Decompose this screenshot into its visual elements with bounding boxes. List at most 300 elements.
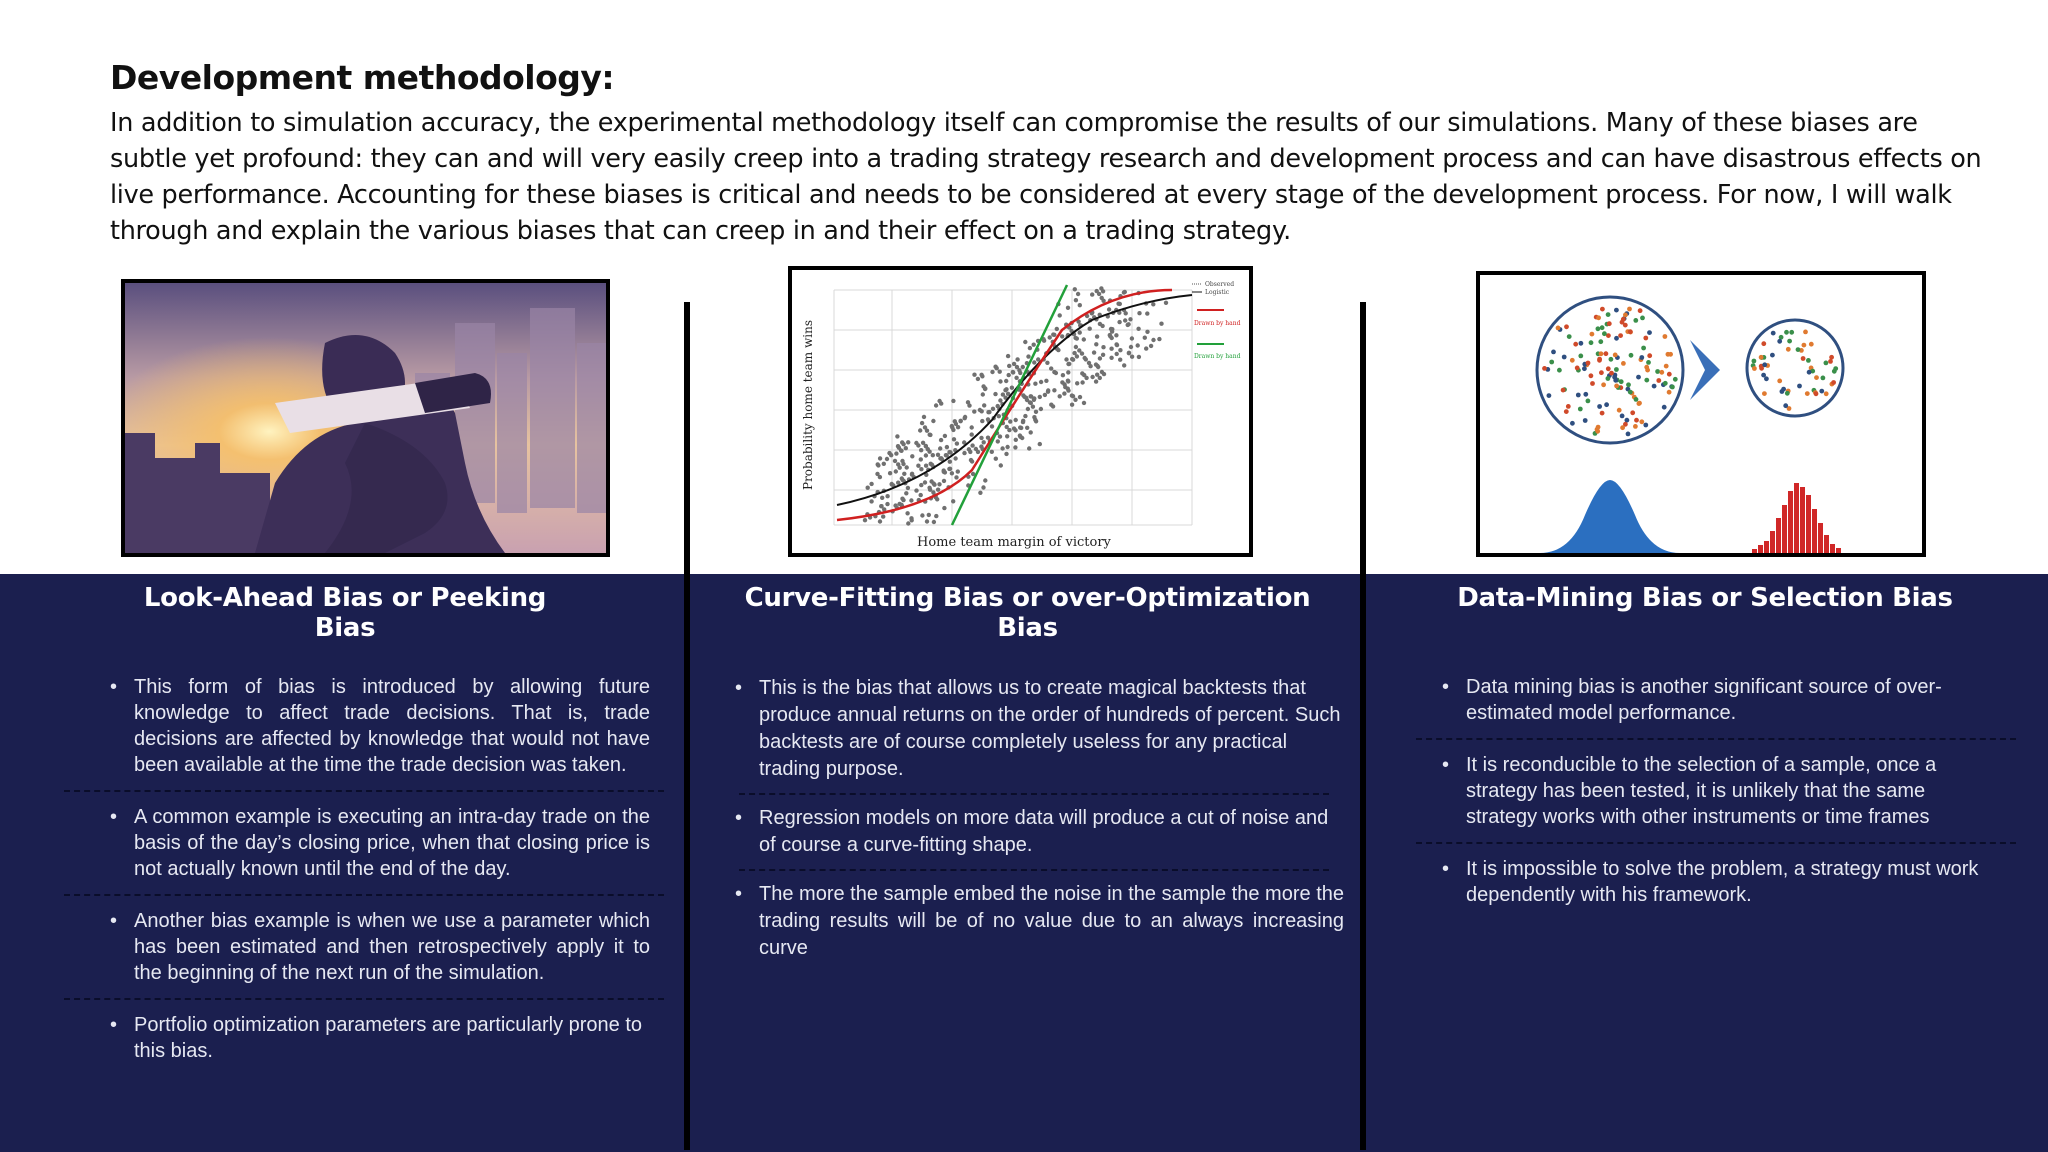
scatter-point [1007,364,1011,368]
list-item: • This form of bias is introduced by allowing future knowledge to affect trade decisions. That is, trade decisions are affected by knowledge that would not have been available at the time the trade decision was taken. [104,674,650,778]
scatter-point [1071,358,1075,362]
scatter-point [1026,407,1030,411]
histogram-bar [1836,548,1841,553]
scatter-point [880,496,884,500]
scatter-point [972,373,976,377]
histogram-bar [1782,505,1787,553]
scatter-point [1073,398,1077,402]
scatter-point [1136,343,1140,347]
scatter-point [1011,370,1015,374]
sample-dot [1578,407,1583,412]
scatter-point [934,514,938,518]
scatter-point [1078,303,1082,307]
sample-dot [1606,312,1611,317]
sample-dot [1801,356,1806,361]
scatter-point [1004,379,1008,383]
scatter-point [1056,348,1060,352]
scatter-point [1062,382,1066,386]
scatter-point [998,370,1002,374]
scatter-point [962,451,966,455]
scatter-point [944,453,948,457]
sample-dot [1640,316,1645,321]
scatter-point [1122,363,1126,367]
scatter-point [1042,339,1046,343]
scatter-point [1006,354,1010,358]
sample-dot [1643,423,1648,428]
scatter-point [1060,334,1064,338]
scatter-point [1109,347,1113,351]
scatter-point [902,472,906,476]
scatter-point [955,441,959,445]
scatter-point [898,466,902,470]
sample-dot [1625,418,1630,423]
sample-dot [1575,366,1580,371]
scatter-point [1078,330,1082,334]
sample-dot [1643,336,1648,341]
sample-dot [1771,331,1776,336]
scatter-point [931,453,935,457]
scatter-point [1157,337,1161,341]
sample-dot [1828,359,1833,364]
histogram-bar [1800,487,1805,553]
scatter-point [939,438,943,442]
scatter-point [1052,388,1056,392]
scatter-point [905,511,909,515]
scatter-point [906,486,910,490]
sample-dot [1824,361,1829,366]
scatter-point [899,449,903,453]
scatter-point [927,513,931,517]
scatter-point [1100,324,1104,328]
scatter-point [990,450,994,454]
curve-fitting-chart-image [788,266,1253,557]
scatter-point [1099,286,1103,290]
sample-dot [1638,308,1643,313]
scatter-point [928,433,932,437]
scatter-point [909,498,913,502]
scatter-point [910,454,914,458]
scatter-point [1010,386,1014,390]
sample-dot [1803,330,1808,335]
heading-curve-fitting-bias: Curve-Fitting Bias or over-Optimization Bias [744,583,1311,643]
scatter-point [923,480,927,484]
scatter-point [994,457,998,461]
scatter-point [1073,336,1077,340]
sample-dot [1829,355,1834,360]
scatter-point [996,404,1000,408]
scatter-point [1095,289,1099,293]
sample-dot [1796,347,1801,352]
scatter-point [981,485,985,489]
scatter-point [895,434,899,438]
scatter-point [996,439,1000,443]
scatter-point [887,451,891,455]
scatter-point [894,451,898,455]
scatter-point [1109,356,1113,360]
scatter-point [990,424,994,428]
sample-dot [1583,392,1588,397]
scatter-point [1044,379,1048,383]
scatter-point [939,401,943,405]
scatter-point [1109,327,1113,331]
list-item: • Portfolio optimization parameters are particularly prone to this bias. [104,1012,650,1064]
scatter-point [1007,373,1011,377]
scatter-point [999,463,1003,467]
sample-dot [1599,370,1604,375]
sample-dot [1561,388,1566,393]
scatter-point [900,459,904,463]
scatter-point [1029,430,1033,434]
sample-dot [1641,346,1646,351]
scatter-point [979,444,983,448]
scatter-point [904,446,908,450]
scatter-point [1067,362,1071,366]
scatter-point [938,446,942,450]
scatter-point [1143,336,1147,340]
sample-dot [1805,391,1810,396]
sample-dot [1647,353,1652,358]
sample-dot [1637,401,1642,406]
sample-dot [1582,366,1587,371]
sample-dot [1634,418,1639,423]
histogram-bar [1812,509,1817,553]
scatter-point [1074,298,1078,302]
scatter-point [900,497,904,501]
scatter-point [1074,345,1078,349]
scatter-point [950,471,954,475]
sample-dot [1644,378,1649,383]
scatter-point [1026,354,1030,358]
scatter-point [972,409,976,413]
scatter-point [922,415,926,419]
sample-dot [1562,355,1567,360]
scatter-point [1014,376,1018,380]
scatter-point [932,520,936,524]
legend-observed: Observed [1205,281,1235,288]
scatter-point [945,445,949,449]
heading-data-mining-bias: Data-Mining Bias or Selection Bias [1457,583,1953,613]
scatter-point [936,488,940,492]
scatter-point [976,450,980,454]
sample-dot [1668,352,1673,357]
scatter-point [1007,428,1011,432]
scatter-point [1110,336,1114,340]
scatter-point [1116,302,1120,306]
sample-dot [1596,326,1601,331]
sample-dot [1589,373,1594,378]
sample-dot [1783,403,1788,408]
sample-dot [1600,307,1605,312]
scatter-point [1075,381,1079,385]
scatter-point [1078,395,1082,399]
sample-dot [1814,375,1819,380]
sample-dot [1821,376,1826,381]
scatter-point [986,410,990,414]
sample-dot [1777,339,1782,344]
scatter-point [981,392,985,396]
sample-dot [1578,354,1583,359]
sample-dot [1634,397,1639,402]
scatter-point [936,453,940,457]
scatter-point [970,425,974,429]
scatter-point [1123,318,1127,322]
scatter-point [978,491,982,495]
scatter-point [953,419,957,423]
sample-dot [1626,432,1631,437]
scatter-point [1021,393,1025,397]
sample-dot [1786,347,1791,352]
scatter-point [924,453,928,457]
scatter-point [1033,418,1037,422]
sample-dot [1667,390,1672,395]
data-mining-bullet-list [1436,674,1996,908]
sample-dot [1797,384,1802,389]
sample-dot [1761,341,1766,346]
scatter-point [885,457,889,461]
scatter-point [954,475,958,479]
scatter-point [1018,433,1022,437]
scatter-point [919,448,923,452]
scatter-point [947,467,951,471]
intro-paragraph: In addition to simulation accuracy, the experimental methodology itself can compromise the results of our simulations. Many of these biases are subtle yet profound: they can and will very easily creep into a trading strategy research and development process and can have disastrous effects on live performance. Accounting for these biases is critical and needs to be considered at every stage of the development process. For now, I will walk through and explain the various biases that can creep in and their effect on a trading strategy. [110,108,1982,246]
scatter-point [993,392,997,396]
chart-x-axis-label: Home team margin of victory [917,535,1111,550]
scatter-point [878,475,882,479]
scatter-point [1145,311,1149,315]
scatter-point [963,415,967,419]
sample-dot [1663,381,1668,386]
scatter-point [919,467,923,471]
scatter-point [1025,426,1029,430]
scatter-point [918,428,922,432]
sample-dot [1646,360,1651,365]
scatter-point [910,518,914,522]
scatter-point [1124,311,1128,315]
bullet-divider [64,894,664,896]
scatter-point [893,459,897,463]
scatter-point [1034,410,1038,414]
scatter-point [950,425,954,429]
sample-dot [1628,390,1633,395]
sample-dot [1609,357,1614,362]
sample-dot [1576,393,1581,398]
bullet-divider [1416,738,2016,740]
scatter-point [1004,452,1008,456]
column-divider-left [684,302,690,1150]
sample-dot [1564,409,1569,414]
sample-dot [1663,334,1668,339]
sample-dot [1551,350,1556,355]
scatter-point [1018,371,1022,375]
scatter-point [1014,418,1018,422]
scatter-point [1136,327,1140,331]
scatter-point [1092,350,1096,354]
scatter-point [1118,348,1122,352]
sample-dot [1620,414,1625,419]
scatter-point [1080,380,1084,384]
histogram-bar [1758,545,1763,553]
scatter-point [1031,405,1035,409]
sample-dot [1583,418,1588,423]
sample-dot [1579,341,1584,346]
sample-dot [1752,366,1757,371]
scatter-point [1066,370,1070,374]
scatter-point [919,483,923,487]
sample-dot [1597,404,1602,409]
scatter-point [863,518,867,522]
histogram-bar [1788,491,1793,553]
sample-dot [1833,366,1838,371]
sample-dot [1789,330,1794,335]
scatter-point [998,434,1002,438]
scatter-point [1023,340,1027,344]
scatter-point [919,493,923,497]
sample-dot [1814,391,1819,396]
scatter-point [948,450,952,454]
scatter-point [1070,403,1074,407]
scatter-point [942,506,946,510]
scatter-point [1080,371,1084,375]
sample-dot [1570,358,1575,363]
scatter-point [1021,365,1025,369]
sample-dot [1647,330,1652,335]
sample-dot [1599,351,1604,356]
scatter-point [943,434,947,438]
list-item: • Data mining bias is another significant source of over-estimated model performance. [1436,674,1996,726]
scatter-point [906,440,910,444]
scatter-point [1058,313,1062,317]
sample-dot [1636,375,1641,380]
scatter-point [869,482,873,486]
sample-dot [1595,429,1600,434]
scatter-point [1094,362,1098,366]
sample-dot [1662,405,1667,410]
scatter-point [953,456,957,460]
scatter-point [1013,428,1017,432]
scatter-point [983,478,987,482]
scatter-point [1013,445,1017,449]
sample-dot [1618,333,1623,338]
scatter-point [1101,353,1105,357]
sample-dot [1761,373,1766,378]
sample-dot [1673,377,1678,382]
sample-dot [1607,321,1612,326]
sample-dot [1557,368,1562,373]
scatter-point [1058,394,1062,398]
sample-dot [1547,393,1552,398]
scatter-point [1008,419,1012,423]
scatter-point [1039,380,1043,384]
list-item: • This is the bias that allows us to create magical backtests that produce annual returns on the order of hundreds of percent. Such backtests are of course completely useless for any practical trading purpose. [729,675,1344,783]
scatter-point [1123,290,1127,294]
scatter-point [948,460,952,464]
scatter-point [990,370,994,374]
scatter-point [1130,355,1134,359]
column-divider-right [1360,302,1366,1150]
scatter-point [1129,345,1133,349]
sample-dot [1573,342,1578,347]
scatter-point [991,407,995,411]
scatter-point [1066,379,1070,383]
scatter-point [1149,344,1153,348]
scatter-point [1088,327,1092,331]
data-mining-image [1476,271,1926,557]
list-item: • The more the sample embed the noise in the sample the more the trading results will be of no value due to an always increasing curve [729,881,1344,962]
scatter-point [1118,358,1122,362]
sample-dot [1567,334,1572,339]
sampling-illustration [1480,275,1922,553]
scatter-point [1084,357,1088,361]
scatter-point [966,400,970,404]
scatter-point [1061,373,1065,377]
scatter-point [942,470,946,474]
scatter-point [1066,387,1070,391]
sample-dot [1807,370,1812,375]
scatter-point [1100,296,1104,300]
scatter-point [980,374,984,378]
scatter-point [925,429,929,433]
page-title: Development methodology: [110,58,615,97]
scatter-point [1054,371,1058,375]
scatter-point [1055,327,1059,331]
sample-dot [1621,361,1626,366]
scatter-point [1004,387,1008,391]
scatter-point [1080,351,1084,355]
histogram-bar [1818,523,1823,553]
sample-dot [1639,355,1644,360]
sample-dot [1802,343,1807,348]
sample-dot [1614,367,1619,372]
scatter-point [1145,330,1149,334]
scatter-point [896,444,900,448]
scatter-point [1151,302,1155,306]
scatter-point [920,421,924,425]
sample-dot [1621,317,1626,322]
scatter-point [938,456,942,460]
sample-dot [1596,315,1601,320]
sample-dot [1633,318,1638,323]
sample-dot [1787,339,1792,344]
scatter-point [906,521,910,525]
scatter-point [1021,419,1025,423]
sample-dot [1627,307,1632,312]
scatter-point [869,499,873,503]
histogram-bar [1830,544,1835,553]
scatter-point [1098,376,1102,380]
scatter-point [1082,337,1086,341]
scatter-point [1032,360,1036,364]
sample-dot [1570,421,1575,426]
sample-dot [1630,410,1635,415]
sample-dot [1667,372,1672,377]
scatter-point [1137,311,1141,315]
sample-dot [1777,379,1782,384]
bullet-divider [64,998,664,1000]
scatter-point [942,479,946,483]
scatter-point [934,403,938,407]
scatter-point [925,519,929,523]
sample-dot [1590,381,1595,386]
scatter-point [976,377,980,381]
scatter-point [980,419,984,423]
sample-dot [1604,351,1609,356]
sample-dot [1609,371,1614,376]
sample-dot [1824,391,1829,396]
scatter-point [1029,394,1033,398]
sample-dot [1604,402,1609,407]
scatter-point [882,462,886,466]
scatter-point [997,414,1001,418]
